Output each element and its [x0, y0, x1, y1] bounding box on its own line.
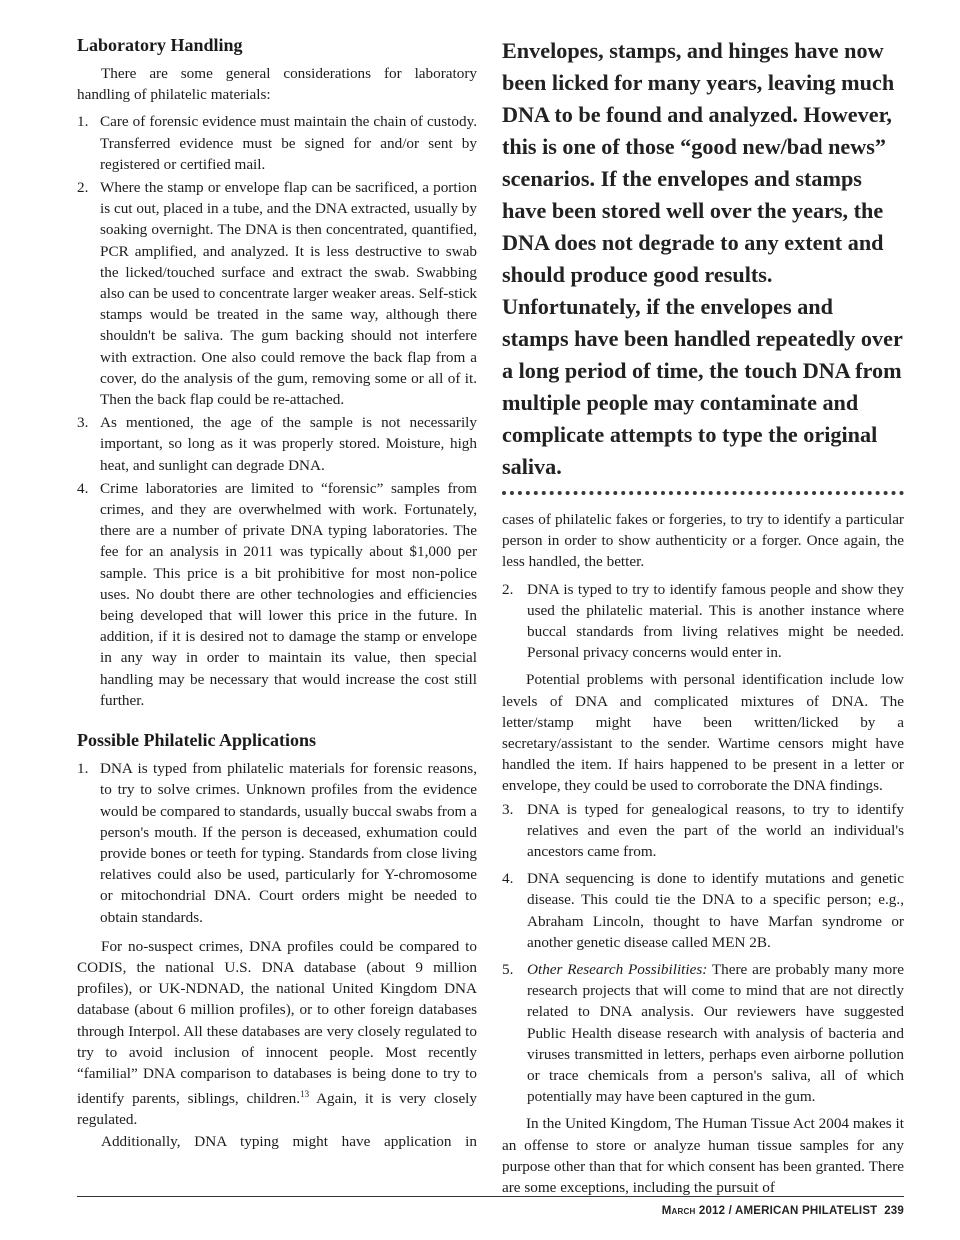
list-item: 2. DNA is typed to try to identify famous people and show they used the philatelic material. This is another instance where buccal standards from living relatives might be needed. Personal privacy concerns would enter in.: [502, 580, 904, 662]
list-item: 1. Care of forensic evidence must maintain the chain of custody. Transferred evidence must be signed for and/or sent by registered or certified mail.: [77, 113, 477, 173]
list-item: 3. As mentioned, the age of the sample is not necessarily important, so long as it was properly stored. Moisture, high heat, and sunlight can degrade DNA.: [77, 414, 477, 474]
list-item: 4. Crime laboratories are limited to “forensic” samples from crimes, and they are overwhelmed with work. Fortunately, there are a number of private DNA typing laboratories. The fee for an analysis in 2011 was typically about $1,000 per sample. This price is a bit prohibitive for most non-police uses. No doubt there are other technologies and efficiencies being developed that will lower this price in the future. In addition, if it is desired not to damage the stamp or envelope in any way in order to maintain its value, then special handling may be necessary that would increase the cost still further.: [77, 479, 477, 709]
heading-laboratory-handling: Laboratory Handling: [77, 35, 243, 55]
footnote-reference[interactable]: 13: [300, 1089, 310, 1100]
heading-philatelic-applications: Possible Philatelic Applications: [77, 730, 317, 751]
dotted-divider: [502, 491, 904, 495]
intro-paragraph: There are some general considerations for laboratory handling of philatelic materials:: [77, 65, 477, 104]
list-item: 2. Where the stamp or envelope flap can be sacrificed, a portion is cut out, placed in a tube, and the DNA extracted, usually by soaking overnight. The DNA is then concentrated, quantified, PCR amplified, and analyzed. It is less destructive to swab the licked/touched surface and extract the swab. Swabbing also can be used to concentrate larger weaker areas. Self-stick stamps would be treated in the same way, although there shouldn't be saliva. The gum backing should not interfere with extraction. One also could remove the back flap from a cover, do the analysis of the gum, removing some or all of it. Then the back flap could be re-attached.: [77, 179, 477, 409]
pull-quote: Envelopes, stamps, and hinges have now been licked for many years, leaving much DNA to be found and analyzed. However, this is one of those “good new/bad news” scenarios. If the envelopes and stamps have been stored well over the years, the DNA does not degrade to any extent and should produce good results. Unfortunately, if the envelopes and stamps have been handled repeatedly over a long period of time, the touch DNA from multiple people may contaminate and complicate attempts to type the original saliva.: [502, 38, 903, 479]
handling-list: [77, 111, 477, 711]
footer-rule: [77, 1196, 904, 1197]
applications-list-continued: [502, 579, 904, 664]
left-column: [77, 34, 477, 1152]
additionally-paragraph: Additionally, DNA typing might have application in: [101, 1132, 477, 1150]
continuation-paragraph: cases of philatelic fakes or forgeries, to try to identify a particular person in order to show authenticity or a forger. Once again, the less handled, the better.: [502, 511, 904, 571]
codis-paragraph: For no-suspect crimes, DNA profiles could be compared to CODIS, the national U.S. DNA database (about 9 million profiles), or UK-NDNAD, the national United Kingdom DNA database (about 6 million profiles), or to other foreign databases through Interpol. All these databases are very closely regulated to try to avoid inclusion of innocent people. Most recently “familial” DNA comparison to databases is being done to try to identify parents, siblings, children.$^{13}$ Again, it is very closely regulated.: [77, 937, 477, 1129]
footer-publication: 2012 / AMERICAN PHILATELIST 239: [695, 1205, 904, 1217]
uk-paragraph: In the United Kingdom, The Human Tissue Act 2004 makes it an offense to store or analyze human tissue samples for any purpose other than that for which consent has been granted. There are some exceptions, including the pursuit of: [502, 1115, 904, 1197]
research-label: Other Research Possibilities:: [527, 961, 708, 979]
applications-list: [77, 758, 477, 928]
right-column: [502, 34, 904, 1198]
footer-month: March: [661, 1205, 696, 1217]
list-item: 4. DNA sequencing is done to identify mutations and genetic disease. This could tie the DNA to a specific person; e.g., Abraham Lincoln, thought to have Marfan syndrome or another genetic disease called MEN 2B.: [502, 870, 904, 951]
list-item: 1. DNA is typed from philatelic materials for forensic reasons, to try to solve crimes. Unknown profiles from the evidence would be compared to standards, usually buccal swabs from a person's mouth. If the person is deceased, exhumation could provide bones or teeth for typing. Standards from close living relatives could also be used, particularly for Y-chromosome or mitochondrial DNA. Court orders might be needed to obtain standards.: [77, 760, 477, 926]
applications-list-more: [502, 799, 904, 1108]
list-item: 5. Other Research Possibilities: There are probably many more research projects that will come to mind that are not directly related to DNA analysis. Our reviewers have suggested Public Health disease research with analysis of bacteria and viruses transmitted in letters, perhaps even airborne pollution or trace chemicals from a person's saliva, all of which potentially may have been captured in the gum.: [502, 961, 904, 1106]
page-footer: [662, 1205, 904, 1217]
problems-paragraph: Potential problems with personal identification include low levels of DNA and complicated mixtures of DNA. The letter/stamp might have been written/licked by a secretary/assistant to the sender. Wartime censors might have handled the item. If hairs happened to be present in a letter or envelope, they could be used to corroborate the DNA findings.: [502, 671, 904, 795]
list-item: 3. DNA is typed for genealogical reasons, to try to identify relatives and even the part of the world an individual's ancestors came from.: [502, 800, 904, 861]
